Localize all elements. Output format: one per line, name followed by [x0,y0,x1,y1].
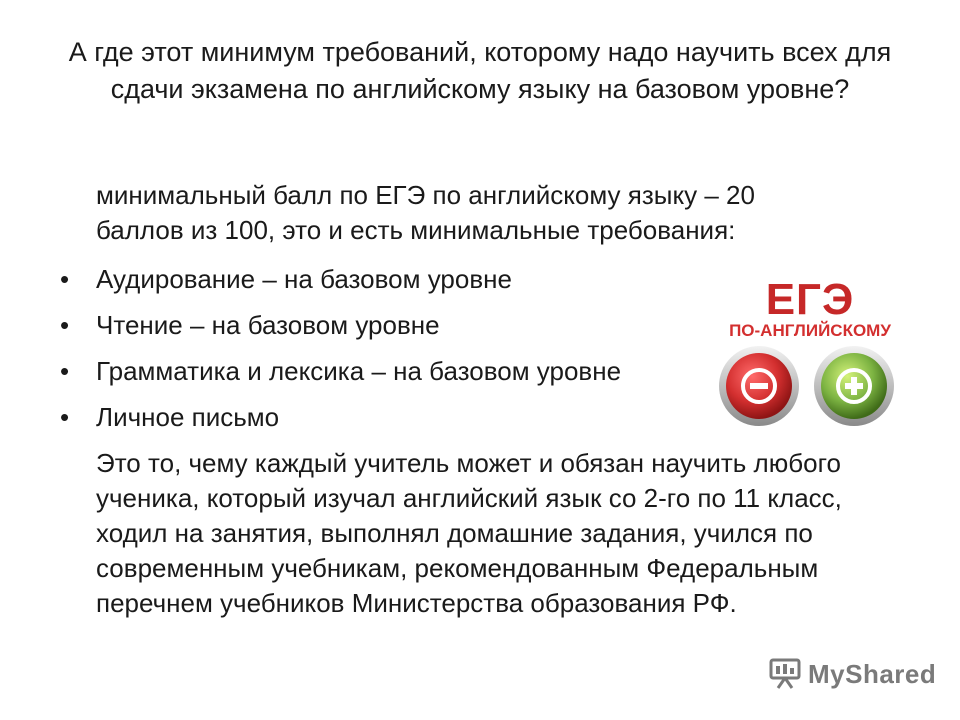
plus-icon [814,346,894,426]
myshared-watermark [768,654,936,694]
ege-english-logo [700,275,920,438]
bullet-marker: • [60,310,70,340]
bullet-marker: • [60,356,70,386]
list-item [60,308,621,354]
bullet-marker: • [60,402,70,432]
logo-subtitle: ПО-АНГЛИЙСКОМУ [729,321,891,340]
slide-title: А где этот минимум требований, которому надо научить всех для сдачи экзамена по английскому языку на базовом уровне? [68,37,892,104]
requirements-list [60,262,621,446]
bullet-text: Чтение – на базовом уровне [96,310,440,340]
list-item [60,354,621,400]
logo-title: ЕГЭ [765,275,855,324]
bullet-marker: • [60,264,70,294]
minus-plus-icons [714,344,904,434]
minus-icon [719,346,799,426]
intro-paragraph: минимальный балл по ЕГЭ по английскому языку – 20 баллов из 100, это и есть минимальные требования: [96,180,755,245]
list-item [60,400,621,446]
list-item [60,262,621,308]
bullet-text: Аудирование – на базовом уровне [96,264,512,294]
bullet-text: Грамматика и лексика – на базовом уровне [96,356,622,386]
bullet-text: Личное письмо [96,402,280,432]
watermark-text: MyShared [808,658,937,689]
conclusion-paragraph: Это то, чему каждый учитель может и обязан научить любого ученика, который изучал английский язык со 2-го по 11 класс, ходил на занятия, выполнял домашние задания, учился по современным учебникам, рекомендованным Федеральным перечнем учебников Министерства образования РФ. [96,448,842,618]
presentation-board-icon [768,657,802,691]
